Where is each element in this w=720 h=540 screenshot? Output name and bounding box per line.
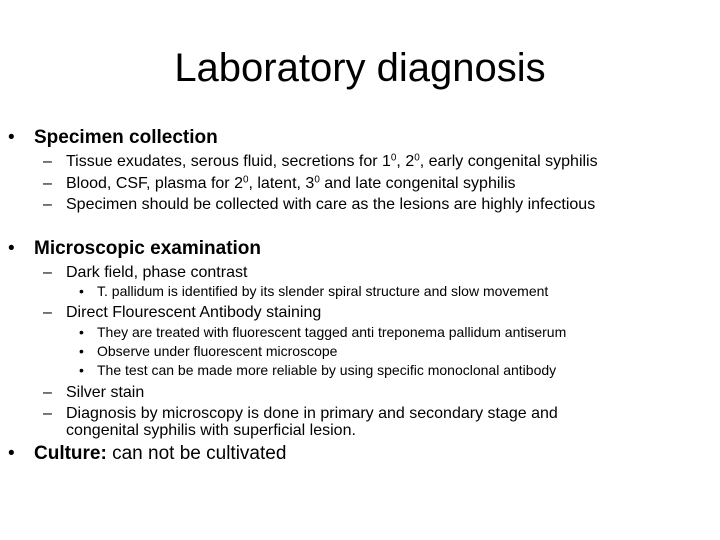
bullet: • [8, 238, 15, 259]
sub-bullet: • [79, 362, 84, 378]
specimen-heading: Specimen collection [34, 127, 218, 148]
sub-bullet: • [79, 283, 84, 299]
dash-bullet: – [43, 153, 52, 170]
bullet: • [8, 127, 15, 148]
dash-bullet: – [43, 405, 52, 422]
microscopic-heading: Microscopic examination [34, 238, 262, 259]
specimen-item-1: Tissue exudates, serous fluid, secretions for $1^0$, $2^0$, early congenital syphilis [66, 152, 598, 170]
dfa-label: Direct Flourescent Antibody staining [66, 304, 322, 321]
diagnosis-line-1: Diagnosis by microscopy is done in primary and secondary stage and [66, 405, 558, 422]
dark-field-label: Dark field, phase contrast [66, 264, 248, 281]
silver-stain: Silver stain [66, 384, 145, 401]
specimen-item-3: Specimen should be collected with care as the lesions are highly infectious [66, 196, 596, 213]
sub-bullet: • [79, 343, 84, 359]
dfa-detail-3: The test can be made more reliable by using specific monoclonal antibody [97, 362, 557, 378]
culture-text: can not be cultivated [106, 443, 287, 464]
slide-title: Laboratory diagnosis [174, 46, 546, 90]
dash-bullet: – [43, 264, 52, 281]
culture-line [34, 443, 286, 465]
culture-label: Culture: [34, 443, 107, 464]
dash-bullet: – [43, 304, 52, 321]
diagnosis-line-2: congenital syphilis with superficial lesion. [66, 422, 356, 439]
dash-bullet: – [43, 175, 52, 192]
dash-bullet: – [43, 384, 52, 401]
dfa-detail-1: They are treated with fluorescent tagged anti treponema pallidum antiserum [97, 324, 567, 340]
sub-bullet: • [79, 324, 84, 340]
specimen-item-2: Blood, CSF, plasma for $2^0$, latent, $3^0$ and late congenital syphilis [66, 174, 516, 192]
dfa-detail-2: Observe under fluorescent microscope [97, 343, 338, 359]
bullet: • [8, 443, 15, 464]
dark-field-detail: T. pallidum is identified by its slender spiral structure and slow movement [97, 283, 549, 299]
dash-bullet: – [43, 196, 52, 213]
